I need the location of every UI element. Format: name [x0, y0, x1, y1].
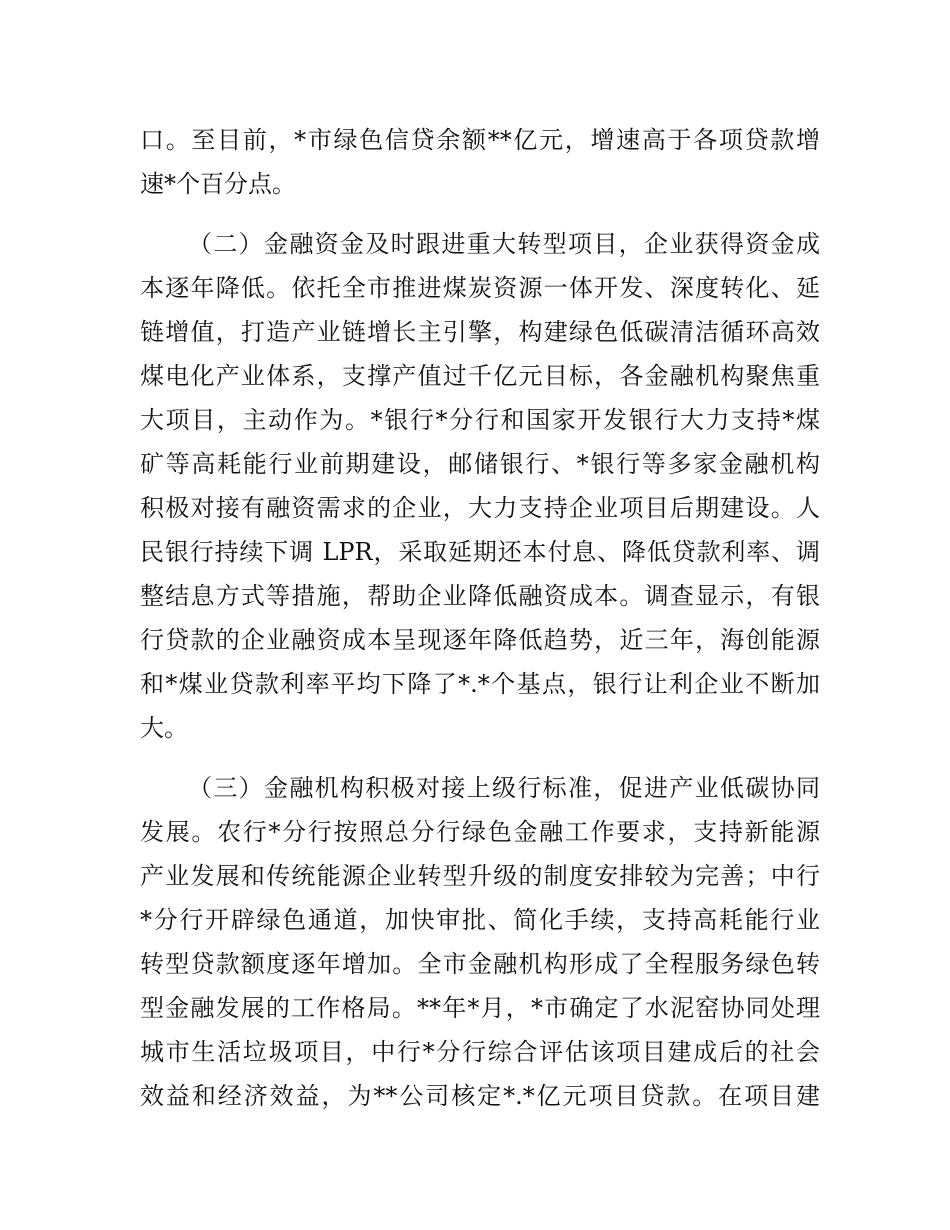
paragraph-2-line-4: 煤电化产业体系，支撑产值过千亿元目标，各金融机构聚焦重 — [140, 362, 820, 390]
paragraph-2-line-7: 积极对接有融资需求的企业，大力支持企业项目后期建设。人 — [140, 494, 820, 522]
paragraph-3-line-6: 型金融发展的工作格局。**年*月，*市确定了水泥窑协同处理 — [140, 994, 820, 1022]
paragraph-2-line-1: （二）金融资金及时跟进重大转型项目，企业获得资金成 — [188, 230, 820, 258]
paragraph-2-line-5: 大项目，主动作为。*银行*分行和国家开发银行大力支持*煤 — [140, 406, 820, 434]
paragraph-2-line-8: 民银行持续下调 LPR，采取延期还本付息、降低贷款利率、调 — [140, 538, 820, 566]
paragraph-2-line-11: 和*煤业贷款利率平均下降了*.*个基点，银行让利企业不断加 — [140, 670, 820, 698]
paragraph-3-line-1: （三）金融机构积极对接上级行标准，促进产业低碳协同 — [188, 774, 820, 802]
paragraph-2-line-12: 大。 — [140, 714, 188, 742]
paragraph-3-line-4: *分行开辟绿色通道，加快审批、简化手续，支持高耗能行业 — [140, 906, 820, 934]
paragraph-1-line-2: 速*个百分点。 — [140, 170, 296, 198]
paragraph-2-line-6: 矿等高耗能行业前期建设，邮储银行、*银行等多家金融机构 — [140, 450, 820, 478]
paragraph-3-line-7: 城市生活垃圾项目，中行*分行综合评估该项目建成后的社会 — [140, 1038, 820, 1066]
paragraph-2-line-3: 链增值，打造产业链增长主引擎，构建绿色低碳清洁循环高效 — [140, 318, 820, 346]
paragraph-3-line-5: 转型贷款额度逐年增加。全市金融机构形成了全程服务绿色转 — [140, 950, 820, 978]
paragraph-3-line-2: 发展。农行*分行按照总分行绿色金融工作要求，支持新能源 — [140, 818, 820, 846]
paragraph-1-line-1: 口。至目前，*市绿色信贷余额**亿元，增速高于各项贷款增 — [140, 126, 820, 154]
paragraph-3-line-3: 产业发展和传统能源企业转型升级的制度安排较为完善；中行 — [140, 862, 820, 890]
paragraph-2-line-10: 行贷款的企业融资成本呈现逐年降低趋势，近三年，海创能源 — [140, 626, 820, 654]
paragraph-2-line-2: 本逐年降低。依托全市推进煤炭资源一体开发、深度转化、延 — [140, 274, 820, 302]
paragraph-3-line-8: 效益和经济效益，为**公司核定*.*亿元项目贷款。在项目建 — [140, 1082, 820, 1110]
paragraph-2-line-9: 整结息方式等措施，帮助企业降低融资成本。调查显示，有银 — [140, 582, 820, 610]
